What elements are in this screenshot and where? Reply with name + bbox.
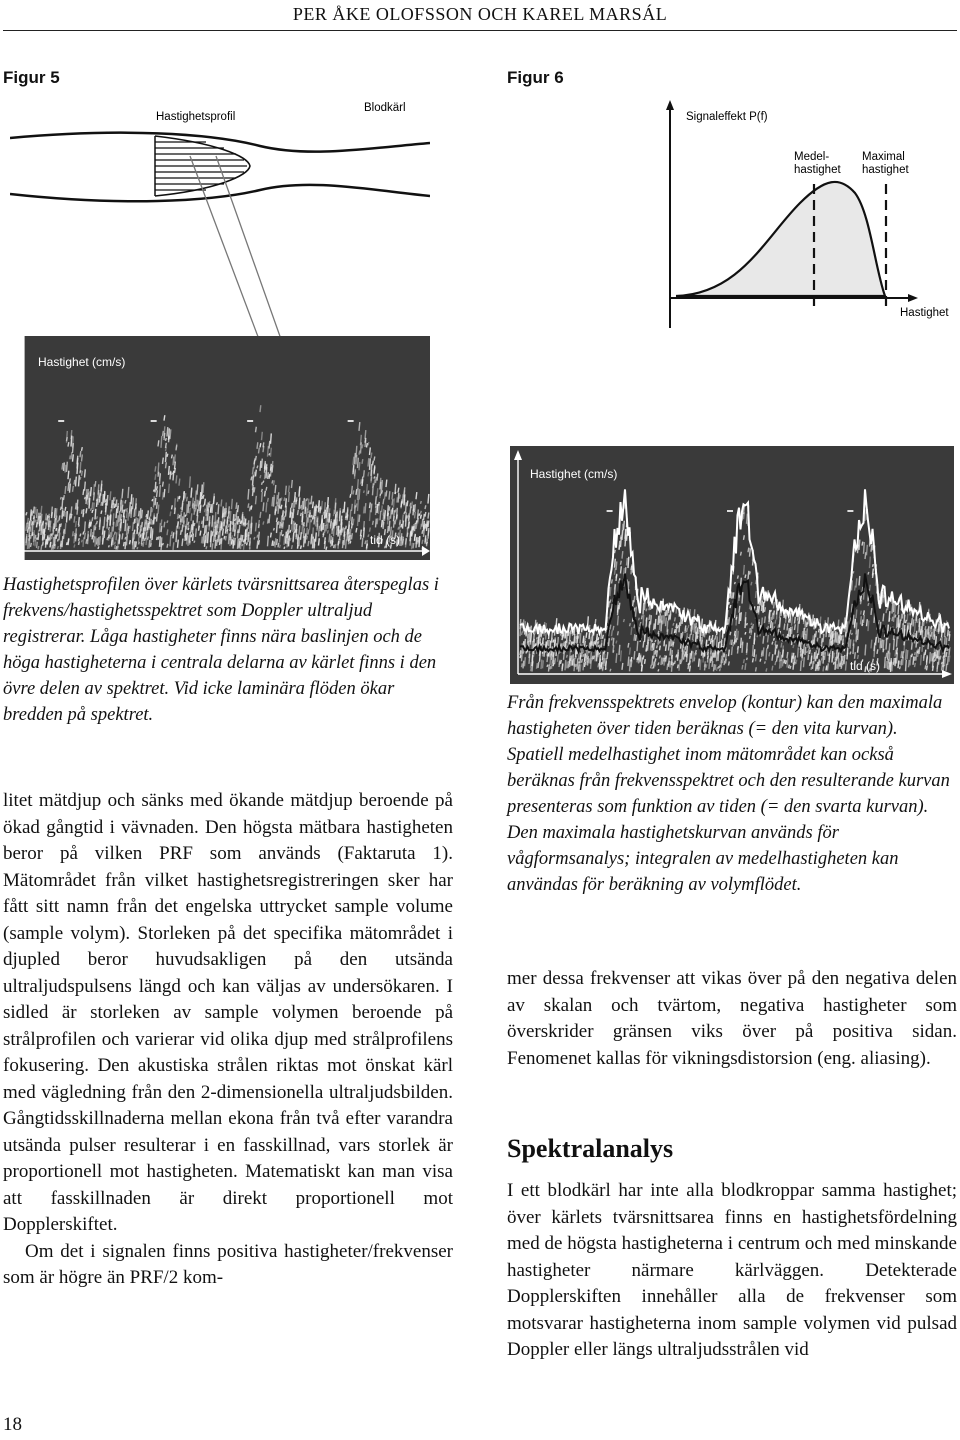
right-paragraph-1: mer dessa frekvenser att vikas över på den negativa delen av skalan och tvärtom, negativa hastigheter som överskrider gränsen viks över på positiva sidan. Fenomenet kallas för vikningsdistorsion (eng. aliasing).	[507, 968, 957, 1069]
section-title: Spektralanalys	[507, 1134, 674, 1163]
figure-6	[510, 98, 954, 684]
left-paragraph-2: Om det i signalen finns positiva hastigheter/frekvenser som är högre än PRF/2 kom-	[3, 1240, 453, 1288]
figure-5-label: Figur 5	[3, 68, 60, 87]
figure-5	[10, 98, 430, 560]
spectrum-y-label: Hastighet (cm/s)	[38, 355, 126, 369]
profile-label: Hastighetsprofil	[156, 111, 236, 123]
mean-velocity-label-1: Medel-	[794, 151, 830, 163]
velocity-axis-label: Hastighet	[900, 307, 949, 319]
max-velocity-label-1: Maximal	[862, 151, 905, 163]
vessel-label: Blodkärl	[364, 102, 406, 114]
spectrum-x-label: tid (s)	[370, 533, 400, 547]
power-label: Signaleffekt P(f)	[686, 111, 768, 123]
left-column	[3, 788, 453, 1292]
figure-6-graphic	[510, 98, 954, 684]
left-paragraph-1: litet mätdjup och sänks med ökande mätdjup beroende på ökad gångtid i vävnaden. Den högsta mätbara hastigheten beror på vilken PRF som används (Faktaruta 1). Mätområdet från vilket hastighetsregistreringen sker har fått sitt namn från det engelska uttrycket sample volume (sample volym). Storleken på det specifika mätområdet i djupled beror huvudsakligen på den utsända ultraljudspulsens längd och kan väljas av undersökaren. I sidled är storleken av sample volymen beroende på strålprofilen och varierar vid olika djup med strålprofilens fokusering. Den akustiska strålen riktas mot önskat kärl med vägledning från den 2-dimensionella ultraljudsbilden. Gångtidsskillnaderna mellan ekona från två efter varandra utsända pulser resulterar i en fasskillnad, vars storlek är proportionell mot hastigheten. Matematiskt kan man visa att fasskillnaden är direkt proportionell mot Dopplerskiftet.	[3, 790, 453, 1235]
figure-5-caption: Hastighetsprofilen över kärlets tvärsnittsarea återspeglas i frekvens/hastighetsspektret som Doppler ultraljud registrerar. Låga hastigheter finns nära baslinjen och de höga hastigheterna i centrala delarna av kärlet finns i den övre delen av spektret. Vid icke laminära flöden ökar bredden på spektret.	[3, 575, 439, 725]
spectrum-6-x-label: tid (s)	[850, 659, 880, 673]
figure-6-label: Figur 6	[507, 68, 564, 87]
right-paragraph-2: I ett blodkärl har inte alla blodkroppar samma hastighet; över kärlets tvärsnittsarea finns en hastighetsfördelning med de högsta hastigheterna i centrum och med minskande hastigheter närmare kärlväggen. Detekterade Dopplerskiften innehåller alla de frekvenser som motsvarar hastigheterna inom sample volymen vid pulsad Doppler eller längs ultraljudsstrålen vid	[507, 1180, 957, 1360]
running-head: PER ÅKE OLOFSSON OCH KAREL MARSÁL	[292, 4, 668, 24]
figure-6-caption: Från frekvensspektrets envelop (kontur) kan den maximala hastigheten över tiden beräknas (= den vita kurvan). Spatiell medelhastighet inom mätområdet kan också beräknas från frekvensspektret och den resulterande kurvan presenteras som funktion av tiden (= den svarta kurvan). Den maximala hastighetskurvan används för vågformsanalys; integralen av medelhastigheten kan användas för beräkning av volymflödet.	[507, 693, 950, 895]
figure-5-graphic	[10, 98, 430, 560]
max-velocity-label-2: hastighet	[862, 164, 909, 176]
page-number: 18	[3, 1414, 22, 1435]
mean-velocity-label-2: hastighet	[794, 164, 841, 176]
header-rule	[3, 30, 957, 31]
spectrum-6-y-label: Hastighet (cm/s)	[530, 467, 618, 481]
